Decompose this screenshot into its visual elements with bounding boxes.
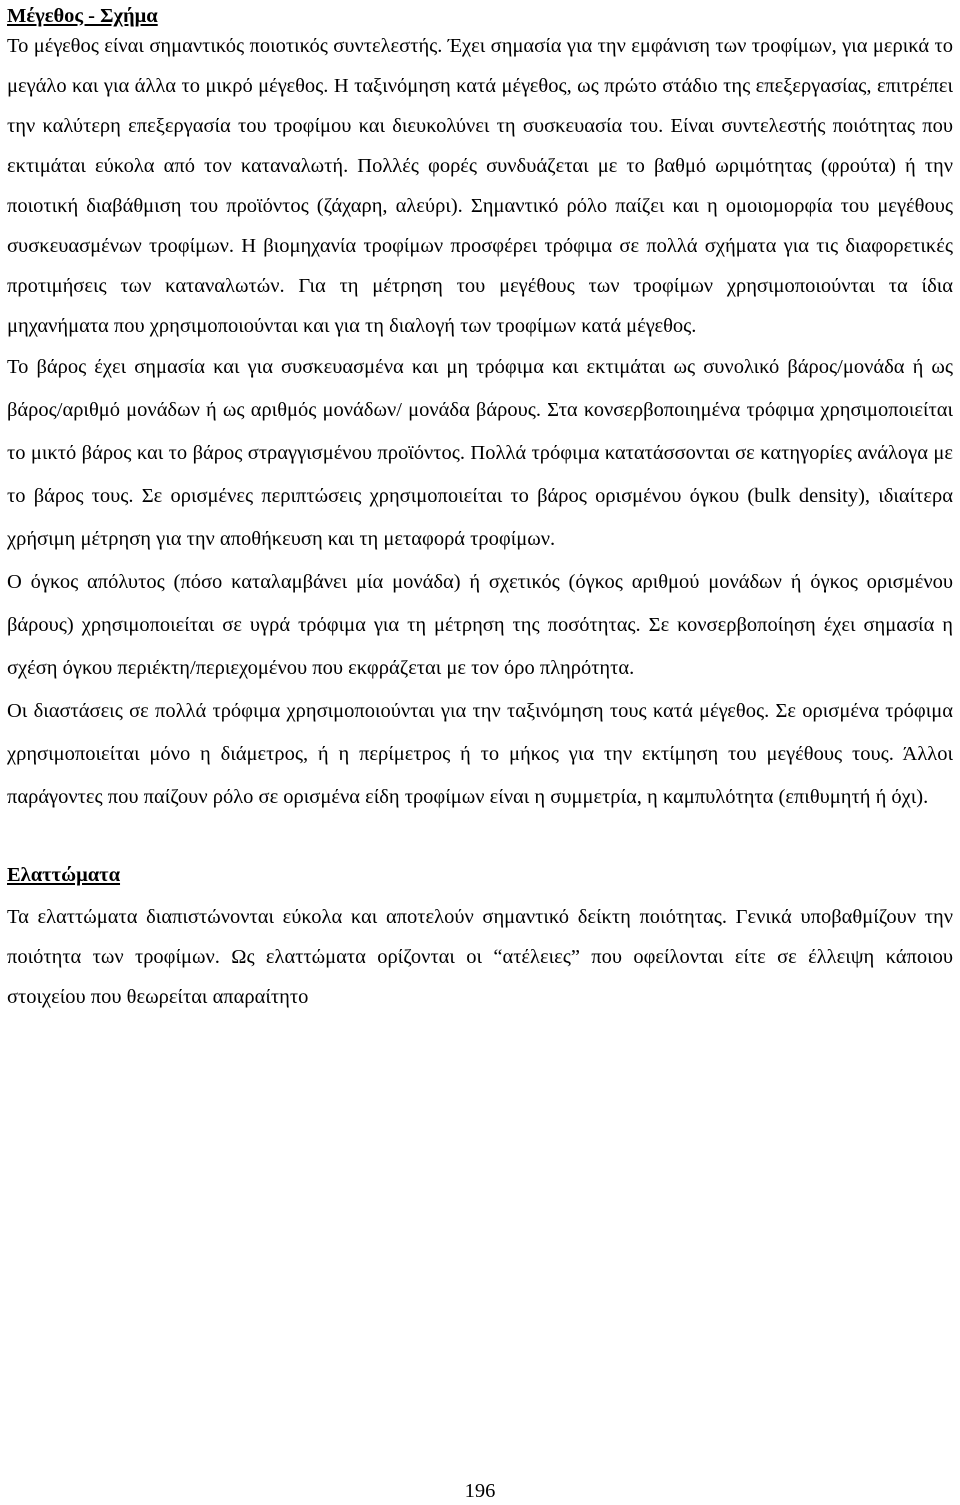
section-heading-size-shape: Μέγεθος - Σχήμα <box>7 5 158 27</box>
document-page <box>7 0 953 1017</box>
paragraph-dimensions: Οι διαστάσεις σε πολλά τρόφιμα χρησιμοποιούνται για την ταξινόμηση τους κατά μέγεθος. Σε ορισμένα τρόφιμα χρησιμοποιείται μόνο η διάμετρος, ή η περίμετρος ή το μήκος για την εκτίμηση του μεγέθους τους. Άλλοι παράγοντες που παίζουν ρόλο σε ορισμένα είδη τροφίμων είναι η συμμετρία, η καμπυλότητα (επιθυμητή ή όχι). <box>7 700 953 808</box>
paragraph-weight: Το βάρος έχει σημασία και για συσκευασμένα και μη τρόφιμα και εκτιμάται ως συνολικό βάρος/μονάδα ή ως βάρος/αριθμό μονάδων ή ως αριθμός μονάδων/ μονάδα βάρους. Στα κονσερβοποιημένα τρόφιμα χρησιμοποιείται το μικτό βάρος και το βάρος στραγγισμένου προϊόντος. Πολλά τρόφιμα κατατάσσονται σε κατηγορίες ανάλογα με το βάρος τους. Σε ορισμένες περιπτώσεις χρησιμοποιείται το βάρος ορισμένου όγκου (bulk density), ιδιαίτερα χρήσιμη μέτρηση για την αποθήκευση και τη μεταφορά τροφίμων. <box>7 356 953 550</box>
paragraph-volume: Ο όγκος απόλυτος (πόσο καταλαμβάνει μία μονάδα) ή σχετικός (όγκος αριθμού μονάδων ή όγκος ορισμένου βάρους) χρησιμοποιείται σε υγρά τρόφιμα για τη μέτρηση της ποσότητας. Σε κονσερβοποίηση έχει σημασία η σχέση όγκου περιέκτη/περιεχομένου που εκφράζεται με τον όρο πληρότητα. <box>7 571 953 679</box>
page-number: 196 <box>464 1480 496 1502</box>
paragraph-size: Το μέγεθος είναι σημαντικός ποιοτικός συντελεστής. Έχει σημασία για την εμφάνιση των τροφίμων, για μερικά το μεγάλο και για άλλα το μικρό μέγεθος. Η ταξινόμηση κατά μέγεθος, ως πρώτο στάδιο της επεξεργασίας, επιτρέπει την καλύτερη επεξεργασία του τροφίμου και διευκολύνει τη συσκευασία του. Είναι συντελεστής ποιότητας που εκτιμάται εύκολα από τον καταναλωτή. Πολλές φορές συνδυάζεται με το βαθμό ωριμότητας (φρούτα) ή την ποιοτική διαβάθμιση του προϊόντος (ζάχαρη, αλεύρι). Σημαντικό ρόλο παίζει και η ομοιομορφία του μεγέθους συσκευασμένων τροφίμων. Η βιομηχανία τροφίμων προσφέρει τρόφιμα σε πολλά σχήματα για τις διαφορετικές προτιμήσεις των καταναλωτών. Για τη μέτρηση του μεγέθους των τροφίμων χρησιμοποιούνται τα ίδια μηχανήματα που χρησιμοποιούνται και για τη διαλογή των τροφίμων κατά μέγεθος. <box>7 35 953 337</box>
paragraph-defects: Τα ελαττώματα διαπιστώνονται εύκολα και αποτελούν σημαντικό δείκτη ποιότητας. Γενικά υποβαθμίζουν την ποιότητα των τροφίμων. Ως ελαττώματα ορίζονται οι “ατέλειες” που οφείλονται είτε σε έλλειψη κάποιου στοιχείου που θεωρείται απαραίτητο <box>7 906 953 1008</box>
section-heading-defects: Ελαττώματα <box>7 864 121 886</box>
